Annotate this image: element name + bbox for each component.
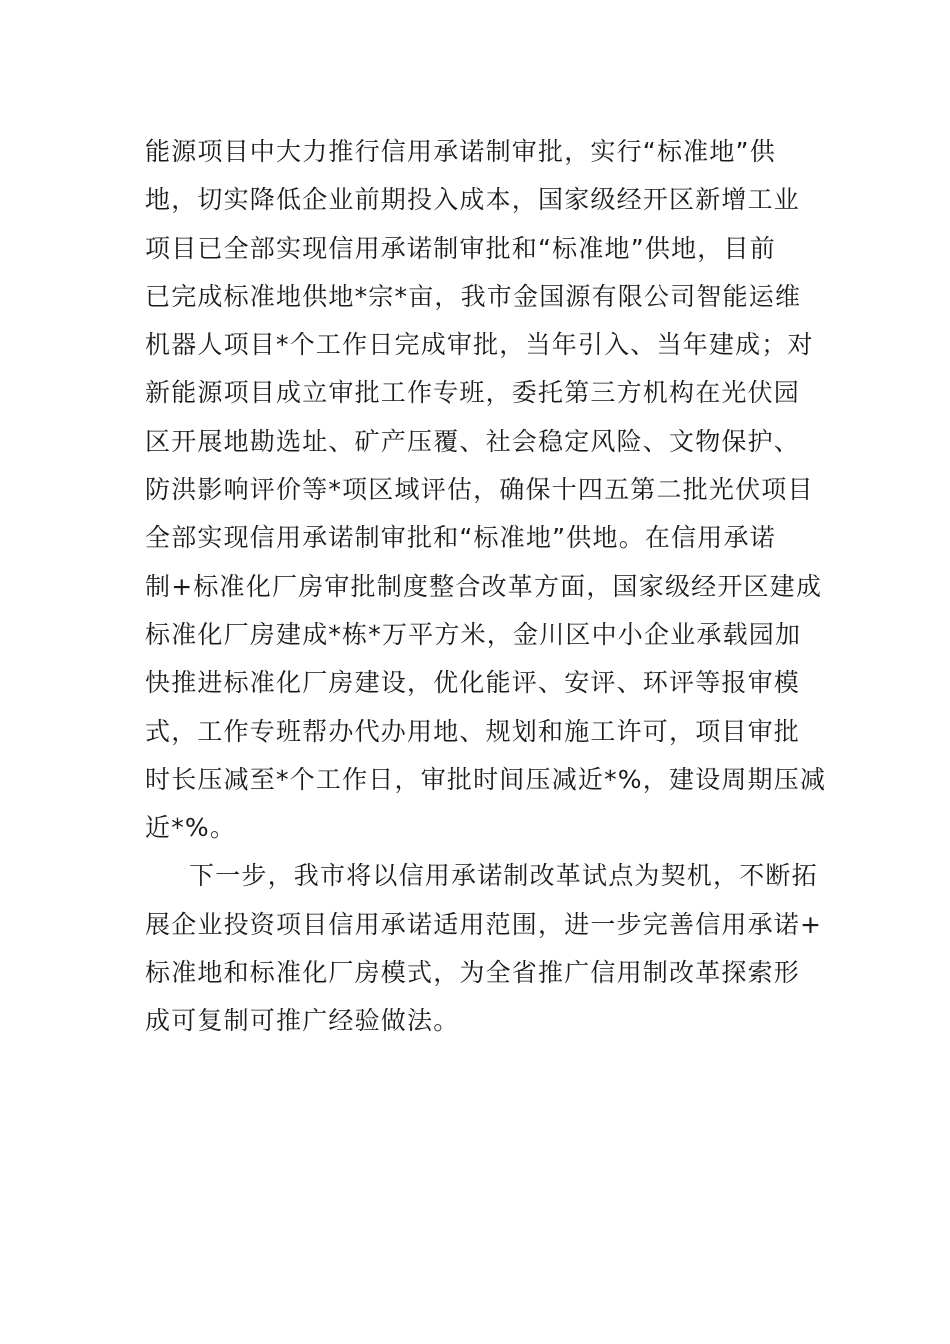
text-line: 展企业投资项目信用承诺适用范围，进一步完善信用承诺+ bbox=[145, 909, 823, 939]
text-line: 式，工作专班帮办代办用地、规划和施工许可，项目审批 bbox=[145, 716, 801, 746]
text-line: 能源项目中大力推行信用承诺制审批，实行“标准地”供 bbox=[145, 137, 776, 166]
text-line: 项目已全部实现信用承诺制审批和“标准地”供地，目前 bbox=[145, 233, 776, 263]
text-line: 区开展地勘选址、矿产压覆、社会稳定风险、文物保护、 bbox=[145, 426, 801, 456]
text-line: 机器人项目*个工作日完成审批，当年引入、当年建成；对 bbox=[145, 330, 814, 360]
text-line: 标准地和标准化厂房模式，为全省推广信用制改革探索形 bbox=[145, 958, 801, 988]
text-line: 成可复制可推广经验做法。 bbox=[145, 1006, 460, 1036]
text-line: 新能源项目成立审批工作专班，委托第三方机构在光伏园 bbox=[145, 378, 801, 408]
text-line: 防洪影响评价等*项区域评估，确保十四五第二批光伏项目 bbox=[145, 475, 814, 505]
text-line: 已完成标准地供地*宗*亩，我市金国源有限公司智能运维 bbox=[145, 281, 802, 311]
text-line: 全部实现信用承诺制审批和“标准地”供地。在信用承诺 bbox=[145, 523, 776, 553]
text-line: 下一步，我市将以信用承诺制改革试点为契机，不断拓 bbox=[189, 861, 818, 891]
text-line: 时长压减至*个工作日，审批时间压减近*%，建设周期压减 bbox=[145, 764, 827, 794]
text-line: 近*%。 bbox=[145, 813, 237, 843]
text-line: 快推进标准化厂房建设，优化能评、安评、环评等报审模 bbox=[145, 668, 801, 698]
text-line: 地，切实降低企业前期投入成本，国家级经开区新增工业 bbox=[145, 185, 801, 215]
text-line: 制+标准化厂房审批制度整合改革方面，国家级经开区建成 bbox=[145, 571, 823, 601]
document-body bbox=[145, 128, 827, 1046]
paragraph-1 bbox=[145, 128, 827, 852]
paragraph-2 bbox=[145, 852, 823, 1045]
text-line: 标准化厂房建成*栋*万平方米，金川区中小企业承载园加 bbox=[145, 619, 802, 649]
